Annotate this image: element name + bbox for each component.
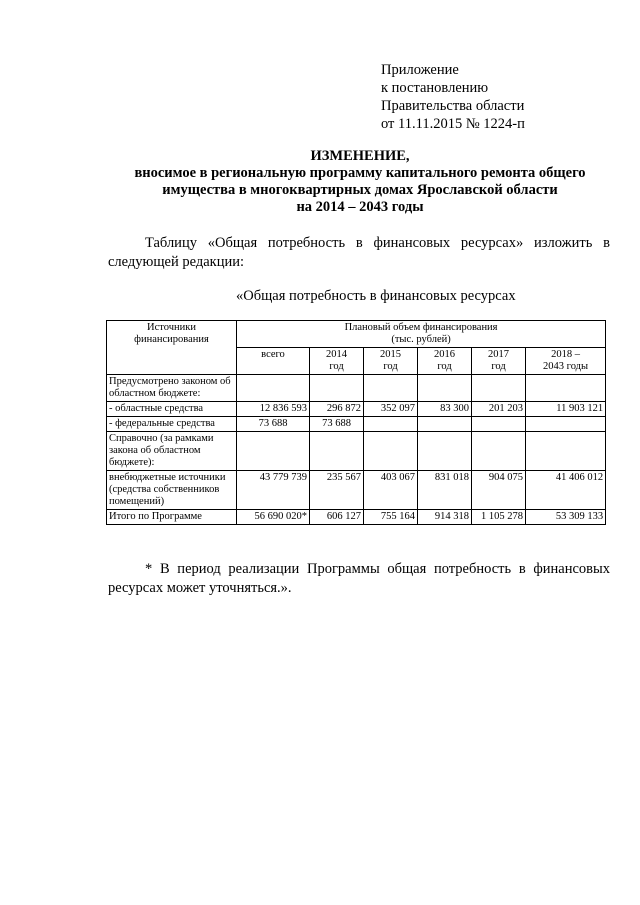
header-plan (237, 321, 606, 348)
cell-value: 12 836 593 (237, 402, 310, 417)
row-federal-label: - федеральные средства (107, 417, 237, 432)
title-line-3: имущества в многоквартирных домах Ярославской области (162, 182, 558, 198)
appendix-line-2: к постановлению (381, 80, 489, 96)
cell-value: 73 688 (237, 417, 310, 432)
header-2014 (310, 348, 364, 375)
title-line-1: ИЗМЕНЕНИЕ, (310, 148, 410, 164)
table-row-total (107, 510, 606, 525)
header-2015-year: 2015 (380, 349, 401, 360)
appendix-line-4: от 11.11.2015 № 1224-п (381, 116, 525, 132)
table-row (107, 402, 606, 417)
row-offbudget-label: внебюджетные источники (средства собственников помещений) (107, 471, 237, 510)
cell-value: 831 018 (418, 471, 472, 510)
appendix-line-3: Правительства области (381, 98, 525, 114)
cell-value (364, 417, 418, 432)
table-caption: «Общая потребность в финансовых ресурсах (236, 288, 516, 304)
header-2014-year: 2014 (326, 349, 347, 360)
header-2018-unit: 2043 годы (543, 361, 589, 372)
row-reference-label: Справочно (за рамками закона об областном бюджете): (107, 432, 237, 471)
cell-value: 41 406 012 (526, 471, 606, 510)
table-row (107, 432, 606, 471)
cell-value (472, 417, 526, 432)
row-regional-label: - областные средства (107, 402, 237, 417)
row-law-label: Предусмотрено законом об областном бюджете: (107, 375, 237, 402)
cell-value: 1 105 278 (472, 510, 526, 525)
title-line-2: вносимое в региональную программу капитального ремонта общего (134, 165, 586, 181)
title-line-4: на 2014 – 2043 годы (296, 199, 424, 215)
header-source: Источники финансирования (107, 321, 237, 375)
row-total-label: Итого по Программе (107, 510, 237, 525)
header-2017-unit: год (491, 361, 506, 372)
cell-value (526, 417, 606, 432)
cell-value (418, 417, 472, 432)
cell-value: 53 309 133 (526, 510, 606, 525)
intro-paragraph: Таблицу «Общая потребность в финансовых ресурсах» изложить в следующей редакции: (108, 235, 610, 270)
header-plan-line-2: (тыс. рублей) (391, 334, 451, 345)
cell-value: 73 688 (310, 417, 364, 432)
header-2016-year: 2016 (434, 349, 455, 360)
cell-value: 235 567 (310, 471, 364, 510)
document-title (95, 148, 625, 216)
cell-value: 352 097 (364, 402, 418, 417)
table-row (107, 417, 606, 432)
cell-value: 56 690 020* (237, 510, 310, 525)
table-row (107, 471, 606, 510)
table-header-row (107, 321, 606, 348)
appendix-line-1: Приложение (381, 62, 459, 78)
header-2016 (418, 348, 472, 375)
cell-value: 904 075 (472, 471, 526, 510)
appendix-block (381, 61, 525, 133)
cell-value: 83 300 (418, 402, 472, 417)
header-2018-2043 (526, 348, 606, 375)
header-2017 (472, 348, 526, 375)
financing-table (106, 320, 606, 525)
cell-value: 914 318 (418, 510, 472, 525)
cell-value: 201 203 (472, 402, 526, 417)
cell-value: 43 779 739 (237, 471, 310, 510)
header-2015-unit: год (383, 361, 398, 372)
cell-value: 403 067 (364, 471, 418, 510)
cell-value: 755 164 (364, 510, 418, 525)
cell-value: 11 903 121 (526, 402, 606, 417)
table-row (107, 375, 606, 402)
header-total: всего (237, 348, 310, 375)
footnote: * В период реализации Программы общая потребность в финансовых ресурсах может уточняться.». (108, 561, 610, 596)
header-plan-line-1: Плановый объем финансирования (344, 322, 498, 333)
cell-value: 296 872 (310, 402, 364, 417)
header-2017-year: 2017 (488, 349, 509, 360)
header-2014-unit: год (329, 361, 344, 372)
header-2018-year: 2018 – (551, 349, 580, 360)
header-2016-unit: год (437, 361, 452, 372)
cell-value: 606 127 (310, 510, 364, 525)
header-2015 (364, 348, 418, 375)
